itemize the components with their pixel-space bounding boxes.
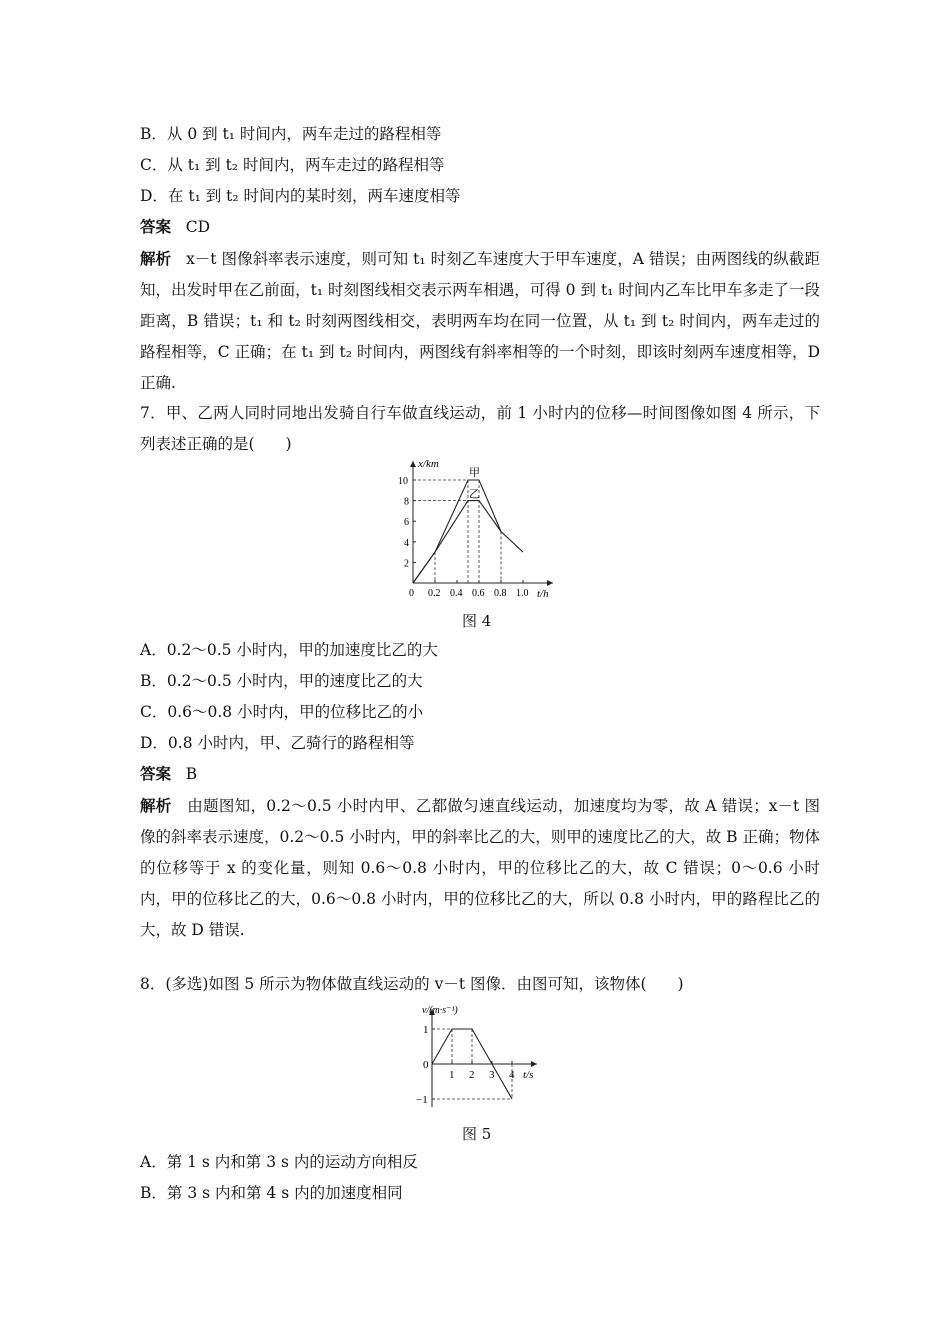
x-tick-label: 1.0 — [516, 588, 529, 599]
q8-option-a: A．第 1 s 内和第 3 s 内的运动方向相反 — [140, 1153, 418, 1171]
q7-option-d: D．0.8 小时内，甲、乙骑行的路程相等 — [140, 734, 415, 752]
q7-analysis-label: 解析 — [140, 796, 172, 815]
figure-5-chart — [405, 1003, 555, 1113]
x-axis-arrow — [547, 580, 553, 586]
q6-option-c: C．从 t₁ 到 t₂ 时间内，两车走过的路程相等 — [140, 156, 445, 174]
q7-option-a: A．0.2～0.5 小时内，甲的加速度比乙的大 — [140, 641, 438, 659]
y-tick-label: 4 — [404, 537, 409, 549]
figure-4-caption: 图 4 — [462, 612, 492, 630]
x-tick-label: 1 — [449, 1069, 455, 1081]
x-axis-label: t/s — [523, 1069, 534, 1081]
q6-analysis-text: x－t 图像斜率表示速度，则可知 t₁ 时刻乙车速度大于甲车速度，A 错误；由两图线的纵截距知，出发时甲在乙前面，t₁ 时刻图线相交表示两车相遇，可得 0 到 t₁ 时间内乙车比甲车多走了一段距离，B 错误；t₁ 和 t₂ 时刻两图线相交，表明两车均在同一位置，从 t₁ 到 t₂ 时间内，两车走过的路程相等，C 正确；在 t₁ 到 t₂ 时间内，两图线有斜率相等的一个时刻，即该时刻两车速度相等，D 正确. — [140, 250, 820, 392]
y-tick-label: 8 — [404, 496, 409, 508]
q8-stem: 8．(多选)如图 5 所示为物体做直线运动的 v－t 图像．由图可知，该物体( ) — [140, 975, 684, 993]
figure-4-chart — [385, 455, 585, 605]
y-tick-label: 10 — [398, 476, 408, 487]
y-tick-label: 1 — [423, 1024, 429, 1036]
y-axis-arrow — [410, 461, 416, 467]
q6-option-d: D．在 t₁ 到 t₂ 时间内的某时刻，两车速度相等 — [140, 187, 461, 205]
x-tick-label: 0.4 — [450, 588, 463, 599]
q7-stem: 7．甲、乙两人同时同地出发骑自行车做直线运动，前 1 小时内的位移—时间图像如图 4 所示，下列表述正确的是( ) — [140, 404, 820, 453]
y-tick-label: 0 — [423, 1059, 429, 1071]
q6-answer — [140, 217, 210, 237]
x-tick-label: 0 — [409, 588, 414, 599]
q7-answer — [140, 764, 197, 784]
x-tick-label: 0.2 — [428, 588, 441, 599]
q6-option-b: B．从 0 到 t₁ 时间内，两车走过的路程相等 — [140, 125, 442, 143]
q7-answer-value: B — [185, 765, 198, 783]
series-jia-label: 甲 — [469, 467, 480, 479]
q8-option-b: B．第 3 s 内和第 4 s 内的加速度相同 — [140, 1184, 403, 1202]
q7-analysis — [140, 790, 820, 946]
q6-answer-value: CD — [185, 218, 211, 236]
x-tick-label: 4 — [509, 1069, 515, 1081]
figure-5-caption: 图 5 — [462, 1125, 492, 1143]
q6-analysis — [140, 243, 820, 399]
x-axis-label: t/h — [537, 588, 549, 600]
q6-answer-label: 答案 — [140, 217, 172, 236]
x-tick-label: 2 — [469, 1069, 475, 1081]
series-yi-label: 乙 — [469, 488, 480, 501]
y-tick-label: 6 — [404, 517, 409, 529]
y-axis-label: v/(m·s⁻¹) — [422, 1005, 458, 1016]
q7-answer-label: 答案 — [140, 764, 172, 783]
q7-option-b: B．0.2～0.5 小时内，甲的速度比乙的大 — [140, 672, 423, 690]
y-tick-label: −1 — [416, 1094, 428, 1106]
series-yi-line — [413, 501, 501, 583]
q7-option-c: C．0.6～0.8 小时内，甲的位移比乙的小 — [140, 703, 424, 721]
x-tick-label: 0.6 — [472, 588, 485, 599]
q7-analysis-text: 由题图知，0.2～0.5 小时内甲、乙都做匀速直线运动，加速度均为零，故 A 错误；x－t 图像的斜率表示速度，0.2～0.5 小时内，甲的斜率比乙的大，则甲的速度比乙的大，故 B 正确；物体的位移等于 x 的变化量，则知 0.6～0.8 小时内，甲的位移比乙的大，故 C 错误；0～0.6 小时内，甲的位移比乙的大，0.6～0.8 小时内，甲的位移比乙的大，所以 0.8 小时内，甲的路程比乙的大，故 D 错误. — [140, 797, 820, 939]
q6-analysis-label: 解析 — [140, 249, 172, 268]
y-axis-label: x/km — [418, 458, 439, 470]
x-tick-label: 0.8 — [494, 588, 507, 599]
x-axis-arrow — [531, 1061, 537, 1067]
y-tick-label: 2 — [404, 558, 409, 570]
x-tick-label: 3 — [489, 1069, 495, 1081]
